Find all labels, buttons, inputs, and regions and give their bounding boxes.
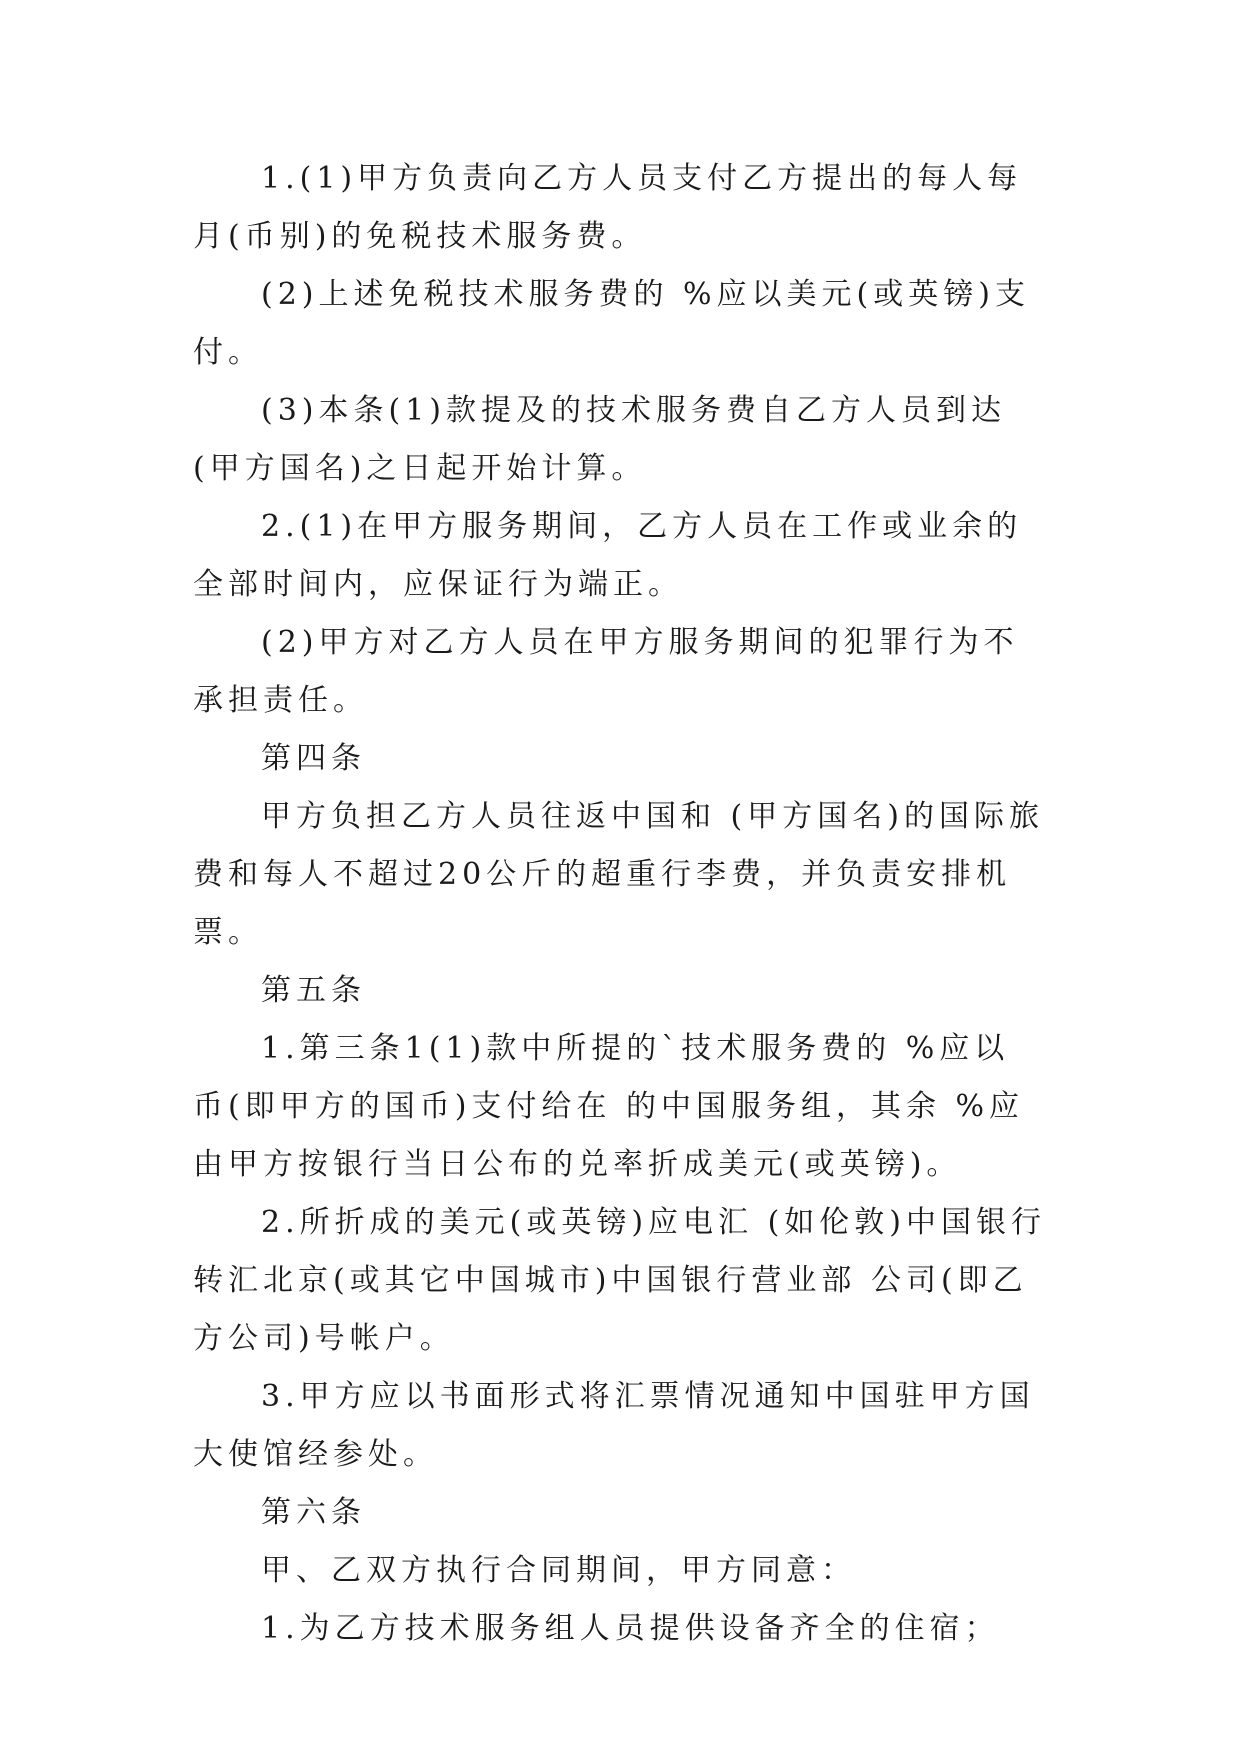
paragraph-5: (2)甲方对乙方人员在甲方服务期间的犯罪行为不承担责任。	[193, 625, 1019, 718]
paragraph-11: 1.为乙方技术服务组人员提供设备齐全的住宿；	[261, 1611, 1000, 1646]
article-heading-4: 第四条	[261, 741, 366, 776]
article-heading-5: 第五条	[261, 973, 366, 1008]
paragraph-1: 1.(1)甲方负责向乙方人员支付乙方提出的每人每月(币别)的免税技术服务费。	[193, 161, 1023, 254]
paragraph-2: (2)上述免税技术服务费的 %应以美元(或英镑)支付。	[193, 277, 1030, 370]
paragraph-10: 甲、乙双方执行合同期间，甲方同意：	[261, 1553, 856, 1588]
paragraph-6: 甲方负担乙方人员往返中国和 (甲方国名)的国际旅费和每人不超过20公斤的超重行李费，并负责安排机票。	[193, 799, 1044, 950]
document-body	[193, 150, 1053, 1658]
paragraph-4: 2.(1)在甲方服务期间，乙方人员在工作或业余的全部时间内，应保证行为端正。	[193, 509, 1023, 602]
paragraph-9: 3.甲方应以书面形式将汇票情况通知中国驻甲方国大使馆经参处。	[193, 1379, 1035, 1472]
paragraph-7: 1.第三条1(1)款中所提的`技术服务费的 %应以 币(即甲方的国币)支付给在 的中国服务组，其余 %应由甲方按银行当日公布的兑率折成美元(或英镑)。	[193, 1031, 1024, 1182]
paragraph-8: 2.所折成的美元(或英镑)应电汇 (如伦敦)中国银行转汇北京(或其它中国城市)中国银行营业部 公司(即乙方公司)号帐户。	[193, 1205, 1046, 1356]
article-heading-6: 第六条	[261, 1495, 366, 1530]
paragraph-3: (3)本条(1)款提及的技术服务费自乙方人员到达 (甲方国名)之日起开始计算。	[193, 393, 1006, 486]
